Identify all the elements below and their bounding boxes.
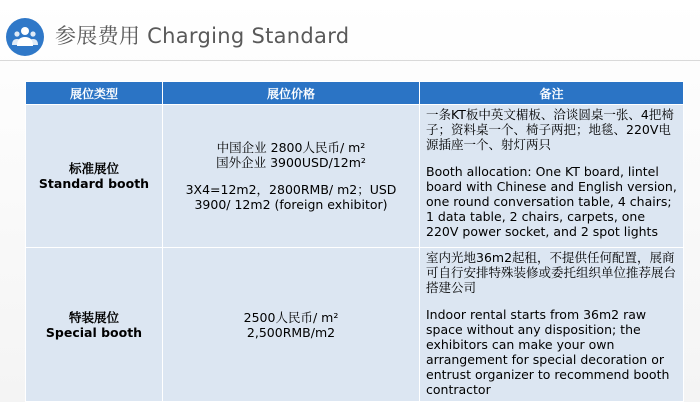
table-row-standard-booth (26, 105, 684, 248)
column-header-booth-price: 展位价格 (163, 82, 420, 105)
booth-type-cn: 特装展位 (68, 309, 119, 325)
table-row-special-booth (26, 248, 684, 402)
price-line: 2,500RMB/m2 (246, 324, 336, 340)
slide-header (0, 0, 700, 74)
column-header-notes: 备注 (420, 82, 684, 105)
column-header-booth-type: 展位类型 (26, 82, 163, 105)
notes-cell (420, 248, 684, 402)
notes-cn: 室内光地36m2起租，不提供任何配置，展商可自行安排特殊装修或委托组织单位推荐展台搭建公司 (426, 250, 677, 295)
booth-price-cell (163, 105, 420, 248)
booth-price-cell (163, 248, 420, 402)
price-line: 3X4=12m2，2800RMB/ m2；USD (185, 182, 397, 197)
booth-type-cell (26, 105, 163, 248)
booth-type-cell (26, 248, 163, 402)
table-header-row (26, 82, 684, 105)
header-divider (0, 60, 700, 61)
page-title: 参展费用 Charging Standard (55, 24, 350, 48)
price-line: 中国企业 2800人民币/ m² (216, 140, 366, 155)
notes-cn: 一条KT板中英文楣板、洽谈圆桌一张、4把椅子；资料桌一个、椅子两把；地毯、220V电源插座一个、射灯两只 (426, 107, 674, 152)
price-line: 3900/ 12m2 (foreign exhibitor) (194, 197, 388, 212)
price-line: 2500人民币/ m² (243, 309, 339, 325)
notes-cell (420, 105, 684, 248)
booth-type-en: Standard booth (38, 176, 150, 191)
notes-en: Booth allocation: One KT board, lintel board with Chinese and English version, one round conversation table, 4 chairs; 1 data table, 2 chairs, carpets, one 220V power socket, and 2 spot lights (426, 164, 677, 239)
price-line: 国外企业 3900USD/12m² (216, 155, 366, 170)
notes-en: Indoor rental starts from 36m2 raw space without any disposition; the exhibitors can make your own arrangement for special decoration or entrust organizer to recommend booth contractor (426, 307, 670, 397)
booth-type-en: Special booth (45, 324, 143, 340)
charging-table (25, 81, 684, 402)
people-group-icon (6, 18, 44, 56)
booth-type-cn: 标准展位 (68, 161, 119, 176)
